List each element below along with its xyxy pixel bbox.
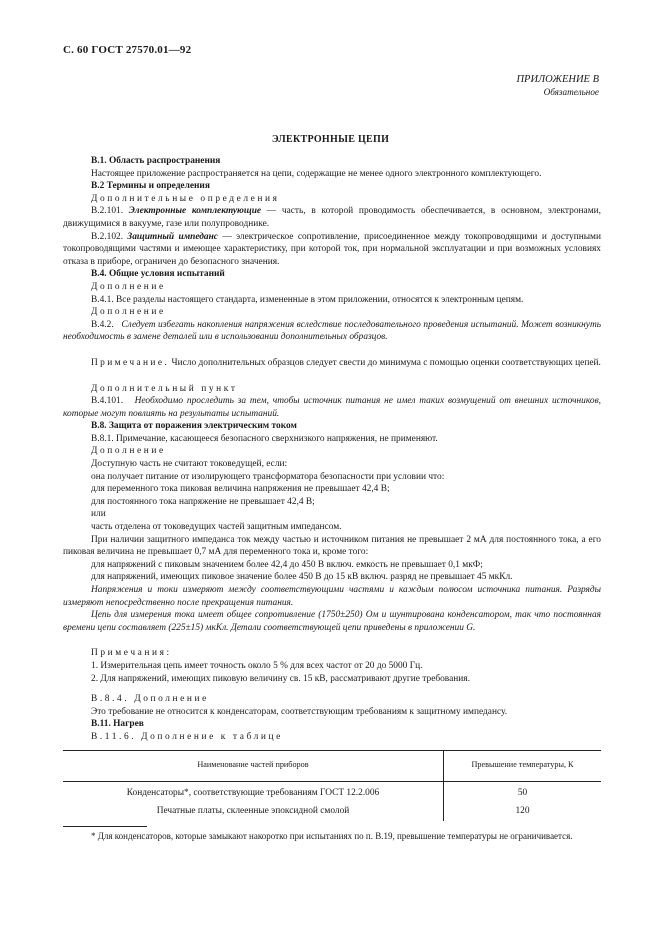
clause-b2-101 [63, 205, 601, 230]
table-row [63, 803, 601, 821]
clause-b4-101 [63, 395, 601, 420]
column-header: Наименование частей приборов [63, 750, 444, 781]
table-caption: В.11.6. Дополнение к таблице [91, 731, 283, 742]
table-cell: Печатные платы, склеенные эпоксидной смолой [63, 803, 444, 821]
addition-label: Дополнение [91, 307, 166, 318]
temperature-table [63, 750, 601, 821]
table-cell: Конденсаторы*, соответствующие требованиям ГОСТ 12.2.006 [63, 781, 444, 803]
note-text: Число дополнительных образцов следует свести до минимума с помощью оценки соответствующих цепей. [171, 357, 601, 368]
addition-label: Дополнение [91, 281, 166, 292]
list-line: она получает питание от изолирующего трансформатора безопасности при условии что: [91, 471, 445, 482]
table-row [63, 781, 601, 803]
document-title: ЭЛЕКТРОННЫЕ ЦЕПИ [271, 134, 390, 145]
clause-b8-4-label: В.8.4. Дополнение [91, 694, 209, 705]
note-item: 1. Измерительная цепь имеет точность около 5 % для всех частот от 20 до 5000 Гц. [91, 660, 423, 671]
section-b1-text: Настоящее приложение распространяется на цепи, содержащие не менее одного электронного комплектующего. [91, 168, 542, 179]
section-b11-heading: В.11. Нагрев [91, 719, 144, 730]
note-item: 2. Для напряжений, имеющих пиковую величину св. 15 кВ, рассматривают другие требования. [91, 673, 470, 684]
clause-number: В.4.101. [91, 396, 124, 407]
clause-number: В.2.101. [91, 206, 124, 217]
appendix-title: ПРИЛОЖЕНИЕ В [516, 74, 599, 85]
list-line: для переменного тока пиковая величина напряжения не превышает 42,4 В; [91, 484, 390, 495]
section-b8-heading: В.8. Защита от поражения электрическим током [91, 421, 297, 432]
list-line: для напряжений, имеющих пиковое значение более 450 В до 15 кВ включ. разряд не превышает 45 мкКл. [91, 572, 513, 583]
definition-text: — часть, в которой проводимость обеспечивается, в основном, электронами, движущимися в вакууме, газе или полупроводнике. [63, 206, 601, 229]
clause-number: В.4.2. [91, 319, 114, 330]
clause-text: Необходимо проследить за тем, чтобы источник питания не имел таких возмущений от внешних источников, которые могут повлиять на результаты испытаний. [63, 396, 601, 419]
note [63, 357, 601, 370]
defined-term: Защитный импеданс [127, 231, 218, 242]
table-cell: 50 [517, 788, 528, 799]
section-b1-heading: В.1. Область распространения [91, 156, 221, 166]
list-line: Доступную часть не считают токоведущей, если: [91, 459, 288, 470]
clause-b4-2 [63, 319, 601, 344]
note-label: Примечание. [91, 357, 170, 368]
list-line: для напряжений с пиковым значением более 42,4 до 450 В включ. емкость не превышает 0,1 мкФ; [91, 559, 483, 570]
italic-paragraph: Напряжения и токи измеряют между соответствующими частями и каждым полюсом источника питания. Разряды измеряют непосредственно после прекращения питания. [63, 585, 601, 608]
clause-text: Следует избегать накопления напряжения вследствие последовательного проведения испытаний. Может возникнуть необходимость в замене деталей или в использовании дополнительных образцов. [63, 319, 602, 343]
clause-b8-4-text: Это требование не относится к конденсаторам, соответствующим требованиям к защитному импедансу. [91, 706, 508, 717]
appendix-label [516, 74, 599, 98]
italic-paragraph: Цепь для измерения тока имеет общее сопротивление (1750±250) Ом и шунтирована конденсатором, так что постоянная времени цепи составляет (225±15) мкКл. Детали соответствующей цепи приведены в приложении G. [63, 610, 601, 633]
clause-number: В.2.102. [91, 231, 124, 242]
column-header: Превышение температуры, К [444, 750, 602, 781]
definition-text: — электрическое сопротивление, присоединенное между токопроводящими и доступными токопроводящими частями и имеющее характеристику, при которой ток, при нормальной эксплуатации и при возможных условиях отказа в приборе, ограничен до безопасного значения. [63, 231, 602, 267]
table-header-row [63, 750, 601, 781]
document-body [63, 155, 601, 842]
defined-term: Электронные комплектующие [128, 206, 262, 217]
table-cell: 120 [515, 806, 530, 817]
list-line: для постоянного тока напряжение не превышает 42,4 В; [91, 496, 315, 507]
footnote-divider [63, 826, 147, 827]
addition-label: Дополнение [91, 446, 166, 457]
list-line: часть отделена от токоведущих частей защитным импедансом. [91, 522, 342, 533]
clause-b2-102 [63, 231, 601, 269]
list-line: или [91, 509, 106, 520]
appendix-status: Обязательное [543, 87, 599, 97]
extra-item-label: Дополнительный пункт [91, 383, 238, 394]
section-b4-heading: В.4. Общие условия испытаний [91, 269, 225, 280]
clause-b8-1: В.8.1. Примечание, касающееся безопасного сверхнизкого напряжения, не применяют. [91, 433, 438, 444]
extra-definitions-label: Дополнительные определения [91, 193, 280, 204]
footnote: * Для конденсаторов, которые замыкают накоротко при испытаниях по п. В.19, превышение температуры не ограничивается. [91, 830, 573, 841]
notes-label: Примечания: [91, 648, 172, 659]
section-b2-heading: В.2 Термины и определения [91, 181, 210, 192]
clause-b4-1: В.4.1. Все разделы настоящего стандарта, измененные в этом приложении, относятся к электронным цепям. [91, 294, 524, 305]
page-header: С. 60 ГОСТ 27570.01—92 [63, 44, 192, 56]
paragraph: При наличии защитного импеданса ток между частью и источником питания не превышает 2 мА для постоянного тока, а его пиковая величина не превышает 0,7 мА для переменного тока и, кроме того: [63, 534, 601, 558]
